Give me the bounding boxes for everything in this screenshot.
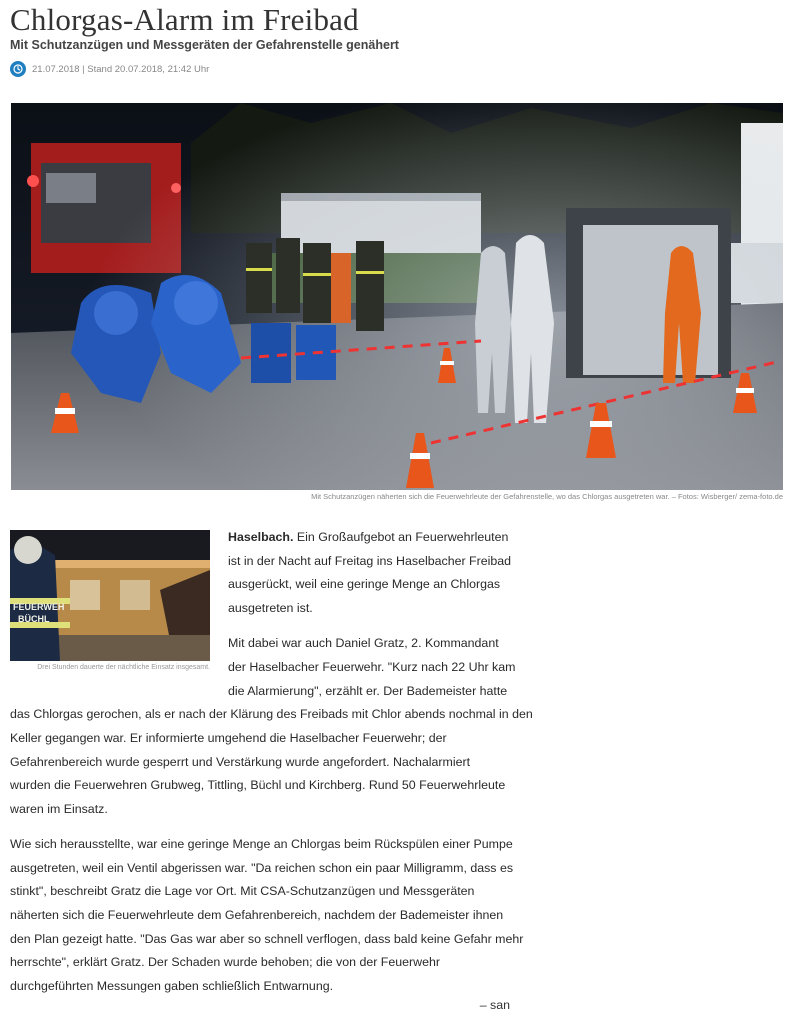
body-line: ausgetreten, weil ein Ventil abgerissen war. "Da reichen schon ein paar Milligramm, dass es bbox=[10, 861, 514, 875]
body-line: die Alarmierung", erzählt er. Der Bademeister hatte bbox=[228, 684, 508, 698]
body-line: den Plan gezeigt hatte. "Das Gas war aber so schnell verflogen, dass bald keine Gefahr mehr bbox=[10, 932, 524, 946]
body-line: herrschte", erklärt Gratz. Der Schaden wurde behoben; die von der Feuerwehr bbox=[10, 955, 441, 969]
main-photo-caption: Mit Schutzanzügen näherten sich die Feuerwehrleute der Gefahrenstelle, wo das Chlorgas ausgetreten war. – Fotos: Wisberger/ zema-foto.de bbox=[311, 492, 783, 501]
body-line: Wie sich herausstellte, war eine geringe Menge an Chlorgas beim Rückspülen einer Pumpe bbox=[10, 837, 513, 851]
inset-photo-caption: Drei Stunden dauerte der nächtliche Einsatz insgesamt. bbox=[37, 664, 210, 671]
body-line: das Chlorgas gerochen, als er nach der Klärung des Freibads mit Chlor abends nochmal in den bbox=[10, 707, 533, 721]
body-line: stinkt", beschreibt Gratz die Lage vor Ort. Mit CSA-Schutzanzügen und Messgeräten bbox=[10, 884, 475, 898]
body-line: Keller gegangen war. Er informierte umgehend die Haselbacher Feuerwehr; der bbox=[10, 731, 447, 745]
body-line: ist in der Nacht auf Freitag ins Haselbacher Freibad bbox=[228, 554, 512, 568]
body-line: wurden die Feuerwehren Grubweg, Tittling, Büchl und Kirchberg. Rund 50 Feuerwehrleute bbox=[10, 778, 506, 792]
body-line: ausgetreten ist. bbox=[228, 601, 313, 615]
body-line: ausgerückt, weil eine geringe Menge an Chlorgas bbox=[228, 577, 501, 591]
vest-text-1: FEUERWEH bbox=[13, 602, 65, 612]
body-line: durchgeführten Messungen gaben schließlich Entwarnung. bbox=[10, 979, 334, 993]
article-headline: Chlorgas-Alarm im Freibad bbox=[10, 2, 359, 37]
body-line: Mit dabei war auch Daniel Gratz, 2. Kommandant bbox=[228, 636, 499, 650]
main-photo[interactable] bbox=[11, 103, 783, 490]
article-dateline bbox=[10, 60, 209, 78]
vest-text-2: BÜCHL bbox=[18, 614, 50, 624]
dateline-place: Haselbach. bbox=[228, 530, 294, 544]
body-line: der Haselbacher Feuerwehr. "Kurz nach 22 Uhr kam bbox=[228, 660, 516, 674]
body-line bbox=[228, 526, 508, 550]
article-subline: Mit Schutzanzügen und Messgeräten der Gefahrenstelle genähert bbox=[10, 38, 399, 52]
dateline-text: 21.07.2018 | Stand 20.07.2018, 21:42 Uhr bbox=[32, 63, 210, 75]
author-signature: – san bbox=[479, 998, 510, 1012]
body-line: waren im Einsatz. bbox=[10, 802, 108, 816]
body-text: Ein Großaufgebot an Feuerwehrleuten bbox=[296, 530, 509, 544]
inset-photo[interactable] bbox=[10, 530, 210, 661]
body-line: Gefahrenbereich wurde gesperrt und Verstärkung wurde angefordert. Nachalarmiert bbox=[10, 755, 471, 769]
body-line: näherten sich die Feuerwehrleute dem Gefahrenbereich, nachdem der Bademeister ihnen bbox=[10, 908, 504, 922]
clock-icon bbox=[10, 61, 26, 77]
